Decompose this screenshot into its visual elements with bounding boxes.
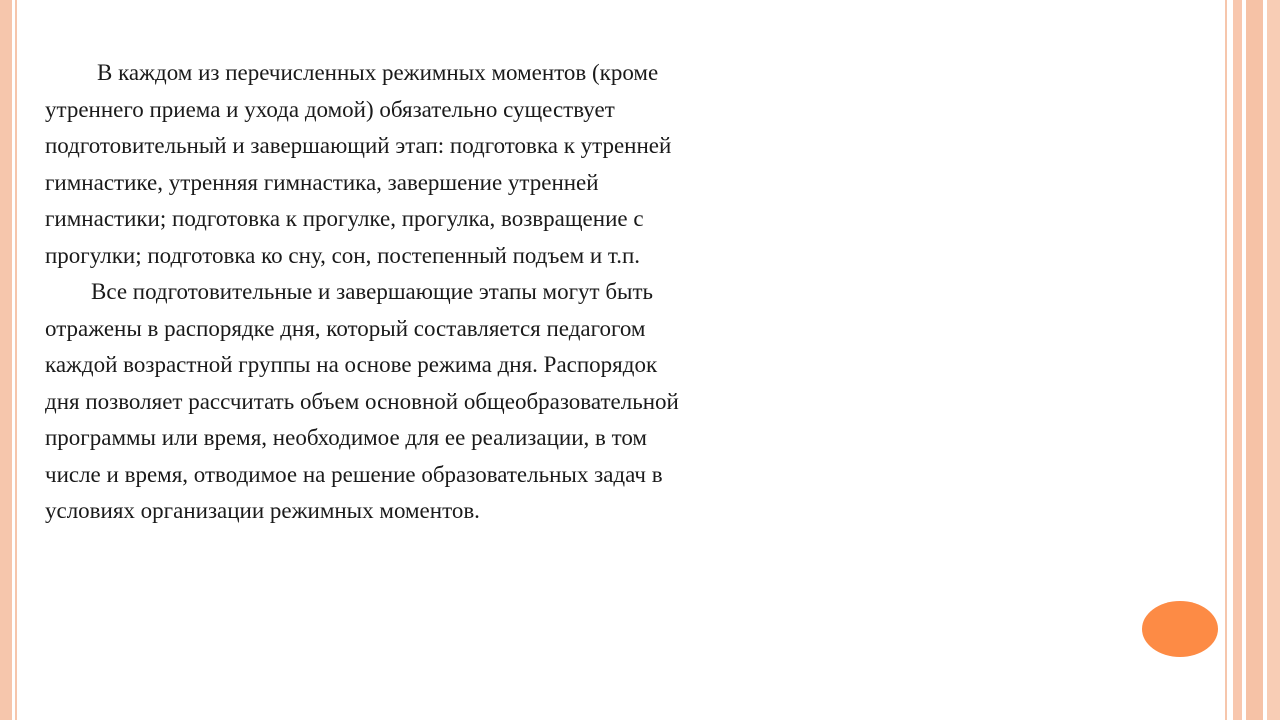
slide-frame-right-stripes bbox=[1233, 0, 1280, 720]
paragraph-2: Все подготовительные и завершающие этапы могут быть отражены в распорядке дня, который составляется педагогом каждой возрастной группы на основе режима дня. Распорядок дня позволяет рассчитать объем основной общеобразовательной программы или время, необходимое для ее реализации, в том числе и время, отводимое на решение образовательных задач в условиях организации режимных моментов. bbox=[45, 279, 679, 523]
stripe bbox=[1233, 0, 1242, 720]
stripe bbox=[1246, 0, 1263, 720]
slide-frame-left bbox=[0, 0, 12, 720]
decorative-circle bbox=[1142, 601, 1218, 657]
slide-frame-left-line bbox=[15, 0, 17, 720]
slide-body-text bbox=[45, 55, 693, 530]
stripe bbox=[1267, 0, 1280, 720]
paragraph-1: В каждом из перечисленных режимных моментов (кроме утреннего приема и ухода домой) обязательно существует подготовительный и завершающий этап: подготовка к утренней гимнастике, утренняя гимнастика, завершение утренней гимнастики; подготовка к прогулке, прогулка, возвращение с прогулки; подготовка ко сну, сон, постепенный подъем и т.п. bbox=[45, 60, 672, 268]
slide-frame-right-line bbox=[1225, 0, 1227, 720]
